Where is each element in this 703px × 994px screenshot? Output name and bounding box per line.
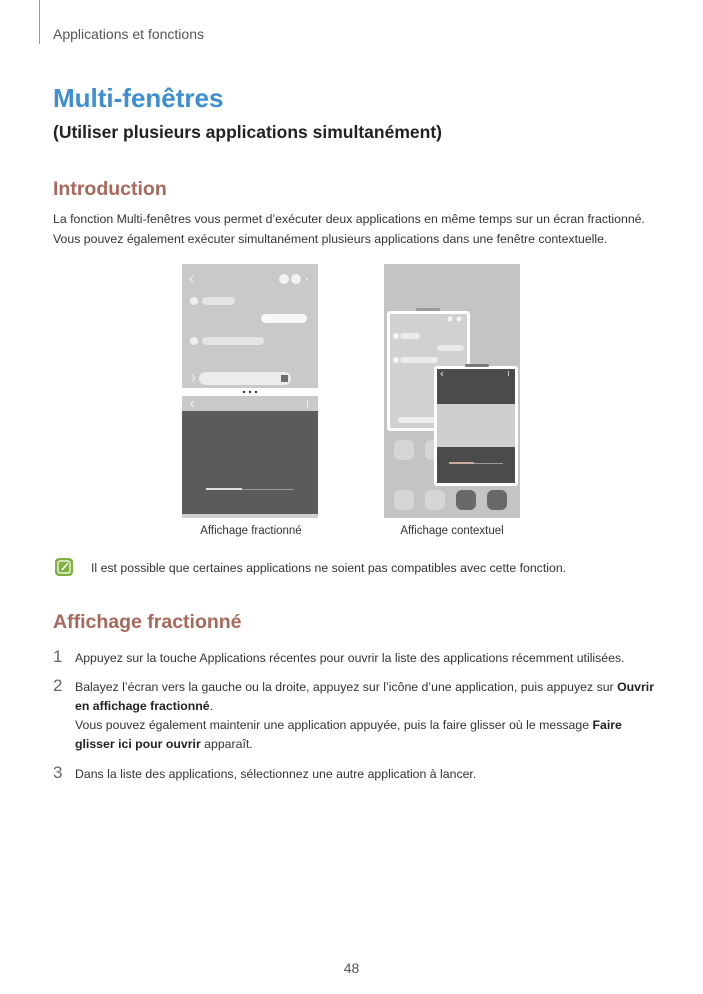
margin-rule bbox=[39, 0, 40, 44]
intro-paragraph bbox=[53, 209, 663, 249]
step-2-line2-after: apparaît. bbox=[200, 737, 253, 751]
step-3-number: 3 bbox=[53, 763, 63, 782]
step-1-text: Appuyez sur la touche Applications récentes pour ouvrir la liste des applications récemment utilisées. bbox=[75, 651, 625, 665]
intro-heading: Introduction bbox=[53, 178, 167, 200]
note-pencil-icon bbox=[55, 558, 73, 576]
popup-view-caption: Affichage contextuel bbox=[400, 525, 504, 537]
intro-line-1: La fonction Multi-fenêtres vous permet d’exécuter deux applications en même temps sur un écran fractionné. bbox=[53, 212, 645, 226]
page-number: 48 bbox=[343, 960, 360, 976]
step-2-number: 2 bbox=[53, 676, 63, 695]
popup-view-illustration bbox=[384, 264, 520, 518]
running-header: Applications et fonctions bbox=[53, 26, 204, 42]
step-2-line2-before: Vous pouvez également maintenir une application appuyée, puis la faire glisser où le message bbox=[75, 718, 593, 732]
step-3-text: Dans la liste des applications, sélectionnez une autre application à lancer. bbox=[75, 767, 477, 781]
step-1-number: 1 bbox=[53, 647, 63, 666]
step-2-bold-drag-here: Faire glisser ici pour ouvrir bbox=[75, 718, 622, 751]
page-title: Multi-fenêtres bbox=[53, 83, 224, 113]
note-text: Il est possible que certaines applications ne soient pas compatibles avec cette fonction. bbox=[91, 561, 567, 575]
page-subtitle: (Utiliser plusieurs applications simultanément) bbox=[53, 122, 442, 142]
intro-line-2: Vous pouvez également exécuter simultanément plusieurs applications dans une fenêtre contextuelle. bbox=[53, 232, 608, 246]
split-section-heading: Affichage fractionné bbox=[53, 611, 242, 633]
step-2-bold-open-split: Ouvrir en affichage fractionné bbox=[75, 680, 654, 713]
step-2-text-after: . bbox=[209, 699, 214, 713]
step-2-text-before: Balayez l’écran vers la gauche ou la droite, appuyez sur l’icône d’une application, puis appuyez sur bbox=[75, 680, 618, 694]
split-view-illustration bbox=[182, 264, 318, 518]
split-view-caption: Affichage fractionné bbox=[200, 525, 302, 537]
step-2-text bbox=[75, 678, 660, 754]
